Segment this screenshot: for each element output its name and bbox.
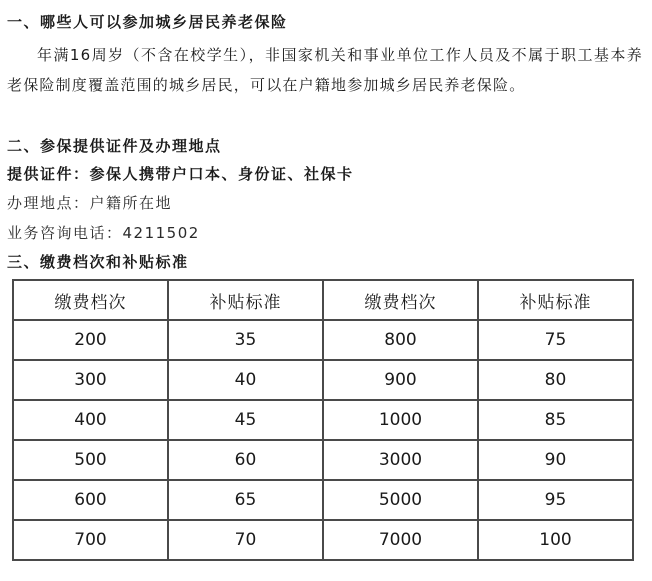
location-line: 办理地点：户籍所在地 (7, 194, 173, 212)
header-cell: 补贴标准 (168, 280, 323, 320)
table-cell: 5000 (323, 480, 478, 520)
table-cell: 400 (13, 400, 168, 440)
table-cell: 35 (168, 320, 323, 360)
table-row (13, 400, 633, 440)
header-cell: 缴费档次 (13, 280, 168, 320)
table-cell: 1000 (323, 400, 478, 440)
table-cell: 75 (478, 320, 633, 360)
table-cell: 45 (168, 400, 323, 440)
table-cell: 800 (323, 320, 478, 360)
section-2-heading: 二、参保提供证件及办理地点 (7, 137, 222, 155)
table-cell: 40 (168, 360, 323, 400)
table-cell: 300 (13, 360, 168, 400)
table-row (13, 320, 633, 360)
fee-table (12, 279, 634, 561)
table-cell: 7000 (323, 520, 478, 560)
table-cell: 85 (478, 400, 633, 440)
table-cell: 3000 (323, 440, 478, 480)
table-row (13, 360, 633, 400)
header-cell: 缴费档次 (323, 280, 478, 320)
table-cell: 80 (478, 360, 633, 400)
table-cell: 65 (168, 480, 323, 520)
table-cell: 600 (13, 480, 168, 520)
table-row (13, 440, 633, 480)
table-cell: 700 (13, 520, 168, 560)
table-row (13, 480, 633, 520)
section-1-heading: 一、哪些人可以参加城乡居民养老保险 (7, 13, 288, 31)
table-cell: 60 (168, 440, 323, 480)
table-header-row (13, 280, 633, 320)
table-cell: 500 (13, 440, 168, 480)
section-1-paragraph: 年满16周岁（不含在校学生），非国家机关和事业单位工作人员及不属于职工基本养老保险制度覆盖范围的城乡居民，可以在户籍地参加城乡居民养老保险。 (7, 46, 643, 94)
section-3-heading: 三、缴费档次和补贴标准 (7, 253, 189, 271)
table-cell: 100 (478, 520, 633, 560)
table-cell: 900 (323, 360, 478, 400)
documents-line: 提供证件：参保人携带户口本、身份证、社保卡 (7, 165, 354, 183)
table-cell: 95 (478, 480, 633, 520)
phone-line: 业务咨询电话：4211502 (7, 224, 200, 242)
table-cell: 70 (168, 520, 323, 560)
table-cell: 200 (13, 320, 168, 360)
table-cell: 90 (478, 440, 633, 480)
header-cell: 补贴标准 (478, 280, 633, 320)
table-row (13, 520, 633, 560)
